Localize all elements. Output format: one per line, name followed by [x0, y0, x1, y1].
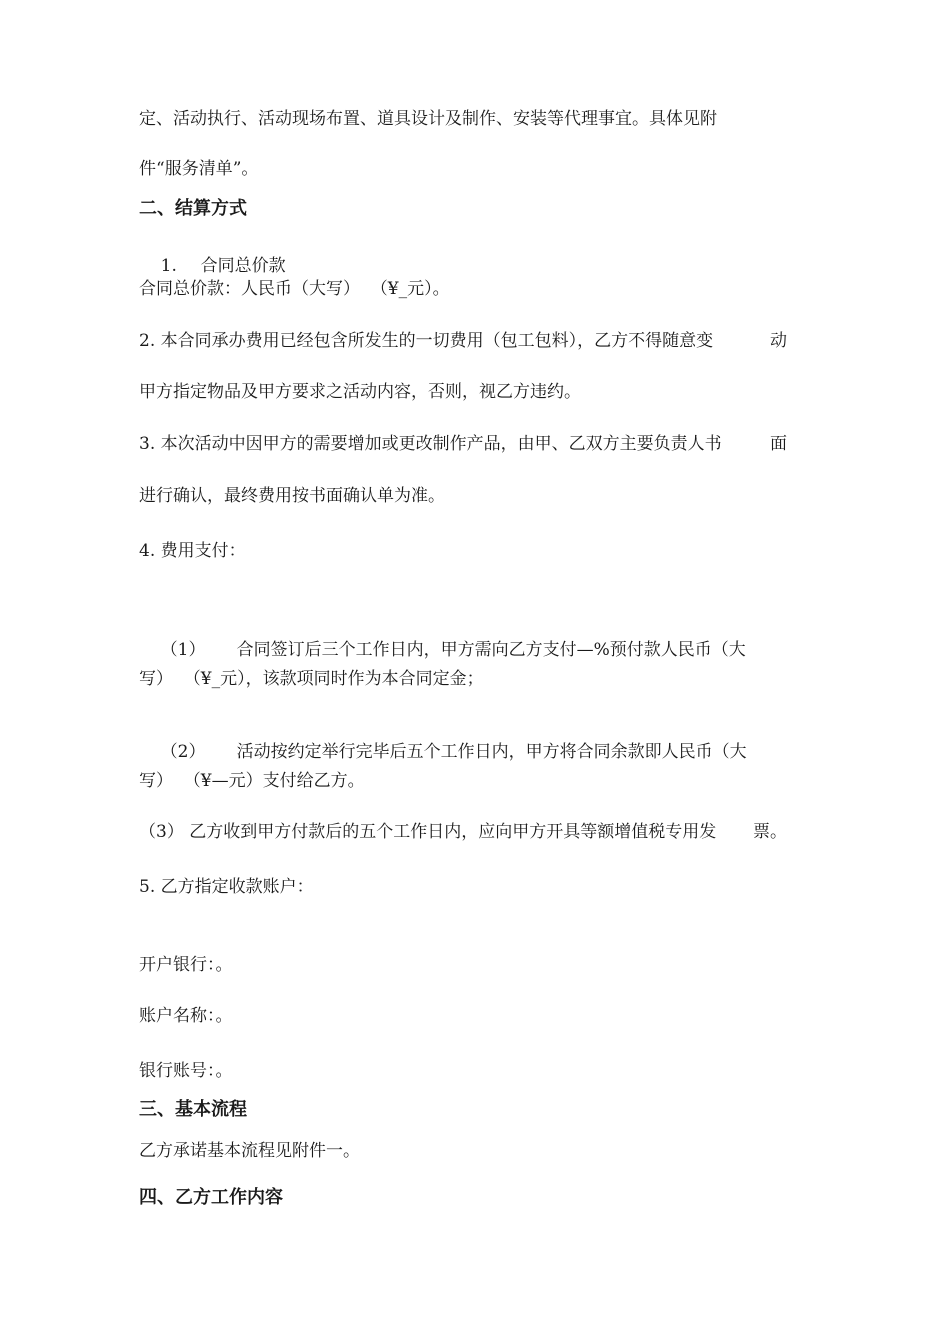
- section-heading: 四、乙方工作内容: [139, 1187, 283, 1208]
- list-number: （1）: [160, 640, 206, 660]
- text-segment: 3. 本次活动中因甲方的需要增加或更改制作产品，由甲、乙双方主要负责人书: [139, 434, 722, 454]
- paragraph-line: 写） （¥_元），该款项同时作为本合同定金；: [139, 669, 484, 689]
- paragraph-line: [139, 330, 787, 352]
- paragraph-line: [139, 433, 787, 455]
- paragraph-line: 定、活动执行、活动现场布置、道具设计及制作、安装等代理事宜。具体见附: [139, 109, 717, 129]
- list-item: 4. 费用支付：: [139, 541, 246, 561]
- paragraph-line: 进行确认，最终费用按书面确认单为准。: [139, 486, 445, 506]
- account-field: 开户银行：。: [139, 955, 233, 975]
- account-field: 银行账号：。: [139, 1061, 233, 1081]
- list-text: 合同签订后三个工作日内，甲方需向乙方支付—%预付款人民币（大: [236, 640, 746, 660]
- list-label: 合同总价款: [200, 256, 286, 276]
- list-number: （2）: [160, 742, 206, 762]
- list-number: 1.: [160, 256, 177, 276]
- paragraph-line: 甲方指定物品及甲方要求之活动内容，否则，视乙方违约。: [139, 382, 581, 402]
- section-heading: 二、结算方式: [139, 198, 247, 219]
- text-segment: 2. 本合同承办费用已经包含所发生的一切费用（包工包料），乙方不得随意变: [139, 331, 714, 351]
- account-field: 账户名称：。: [139, 1006, 233, 1026]
- text-segment: 动: [770, 331, 787, 351]
- paragraph-line: 件“服务清单”。: [139, 159, 259, 179]
- list-text: 活动按约定举行完毕后五个工作日内，甲方将合同余款即人民币（大: [236, 742, 747, 762]
- paragraph-line: 合同总价款：人民币（大写） （¥_元）。: [139, 279, 450, 299]
- list-item: [139, 821, 787, 843]
- paragraph-line: 乙方承诺基本流程见附件一。: [139, 1141, 360, 1161]
- paragraph-line: 写） （¥—元）支付给乙方。: [139, 771, 365, 791]
- text-segment: 票。: [753, 822, 787, 842]
- text-segment: 面: [770, 434, 787, 454]
- text-segment: （3） 乙方收到甲方付款后的五个工作日内，应向甲方开具等额增值税专用发: [139, 822, 717, 842]
- section-heading: 三、基本流程: [139, 1099, 247, 1120]
- list-item: 5. 乙方指定收款账户：: [139, 877, 314, 897]
